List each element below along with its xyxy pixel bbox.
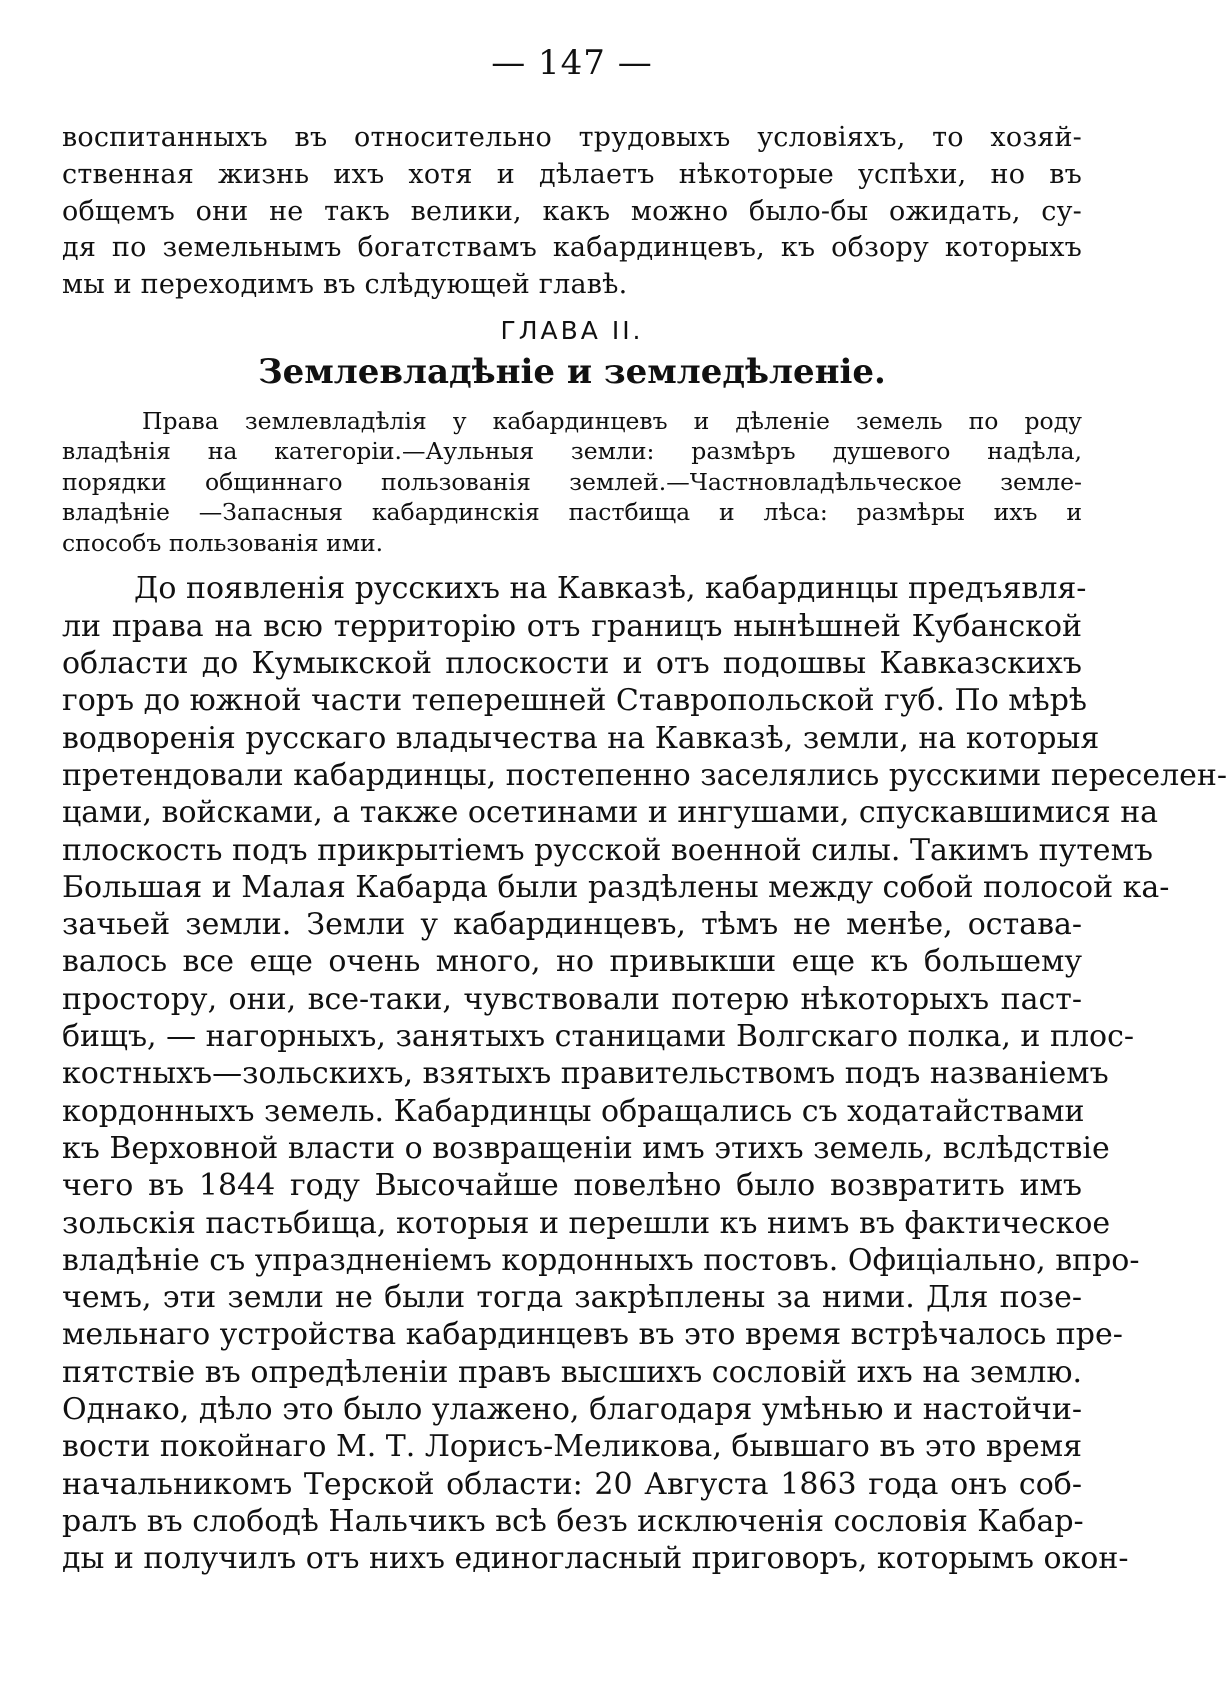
chapter-summary xyxy=(62,406,1082,559)
body-line: кордонныхъ земель. Кабардинцы обращались съ ходатайствами xyxy=(62,1093,1085,1129)
intro-paragraph xyxy=(62,120,1082,304)
body-line: мельнаго устройства кабардинцевъ въ это время встрѣчалось пре- xyxy=(62,1317,1123,1353)
body-line: простору, они, все-таки, чувствовали потерю нѣкоторыхъ паст- xyxy=(62,981,1082,1017)
body-line: Однако, дѣло это было улажено, благодаря умѣнью и настойчи- xyxy=(62,1392,1082,1428)
body-line: чемъ, эти земли не были тогда закрѣплены за ними. Для позе- xyxy=(62,1280,1082,1316)
body-paragraph xyxy=(62,570,1227,1577)
body-line: водворенія русскаго владычества на Кавказѣ, земли, на которыя xyxy=(62,720,1100,756)
body-line: начальникомъ Терской области: 20 Августа 1863 года онъ соб- xyxy=(62,1466,1082,1502)
page-number: — 147 — xyxy=(491,43,653,83)
body-line: валось все еще очень много, но привыкши еще къ большему xyxy=(62,944,1082,980)
chapter-title: Землевладѣніе и земледѣленіе. xyxy=(258,351,886,392)
body-line: зольскія пастьбища, которыя и перешли къ нимъ въ фактическое xyxy=(62,1205,1111,1241)
body-line: До появленія русскихъ на Кавказѣ, кабардинцы предъявля- xyxy=(134,571,1087,607)
body-line: плоскость подъ прикрытіемъ русской военной силы. Такимъ путемъ xyxy=(62,832,1153,868)
body-line: области до Кумыкской плоскости и отъ подошвы Кавказскихъ xyxy=(62,646,1082,682)
body-line: ды и получилъ отъ нихъ единогласный приговоръ, которымъ окон- xyxy=(62,1541,1129,1577)
intro-line: воспитанныхъ въ относительно трудовыхъ условіяхъ, то хозяй- xyxy=(62,122,1082,153)
intro-line: общемъ они не такъ велики, какъ можно было-бы ожидать, су- xyxy=(62,195,1082,227)
body-line: претендовали кабардинцы, постепенно заселялись русскими переселен- xyxy=(62,757,1227,793)
summary-line: порядки общиннаго пользованія землей.—Частновладѣльческое земле- xyxy=(62,467,1082,496)
summary-line: владѣнія на категоріи.—Аульныя земли: размѣръ душевого надѣла, xyxy=(62,437,1082,466)
summary-line: способъ пользованія ими. xyxy=(62,528,384,557)
body-line: пятствіе въ опредѣленіи правъ высшихъ сословій ихъ на землю. xyxy=(62,1354,1082,1390)
body-line: ралъ въ слободѣ Нальчикъ всѣ безъ исключенія сословія Кабар- xyxy=(62,1503,1084,1539)
body-line: чего въ 1844 году Высочайше повелѣно было возвратить имъ xyxy=(62,1168,1082,1204)
intro-line: дя по земельнымъ богатствамъ кабардинцевъ, къ обзору которыхъ xyxy=(62,232,1082,264)
body-line: костныхъ—зольскихъ, взятыхъ правительствомъ подъ названіемъ xyxy=(62,1056,1109,1092)
body-line: Большая и Малая Кабарда были раздѣлены между собой полосой ка- xyxy=(62,869,1170,905)
summary-line: Права землевладѣлія у кабардинцевъ и дѣленіе земель по роду xyxy=(142,406,1082,435)
body-line: цами, войсками, а также осетинами и ингушами, спускавшимися на xyxy=(62,795,1159,831)
document-page xyxy=(62,40,1227,1660)
body-line: бищъ, — нагорныхъ, занятыхъ станицами Волгскаго полка, и плос- xyxy=(62,1019,1135,1055)
body-line: вости покойнаго М. Т. Лорисъ-Меликова, бывшаго въ это время xyxy=(62,1429,1082,1465)
body-line: къ Верховной власти о возвращеніи имъ этихъ земель, вслѣдствіе xyxy=(62,1130,1110,1166)
body-line: горъ до южной части теперешней Ставропольской губ. По мѣрѣ xyxy=(62,683,1088,719)
body-line: зачьей земли. Земли у кабардинцевъ, тѣмъ не менѣе, остава- xyxy=(62,907,1082,943)
intro-line: ственная жизнь ихъ хотя и дѣлаетъ нѣкоторые успѣхи, но въ xyxy=(62,158,1082,190)
summary-line: владѣніе —Запасныя кабардинскія пастбища и лѣса: размѣры ихъ и xyxy=(62,498,1082,527)
chapter-label: ГЛАВА II. xyxy=(500,315,644,345)
intro-line: мы и переходимъ въ слѣдующей главѣ. xyxy=(62,269,628,301)
body-line: ли права на всю территорію отъ границъ нынѣшней Кубанской xyxy=(62,608,1082,644)
body-line: владѣніе съ упраздненіемъ кордонныхъ постовъ. Офиціально, впро- xyxy=(62,1242,1140,1278)
